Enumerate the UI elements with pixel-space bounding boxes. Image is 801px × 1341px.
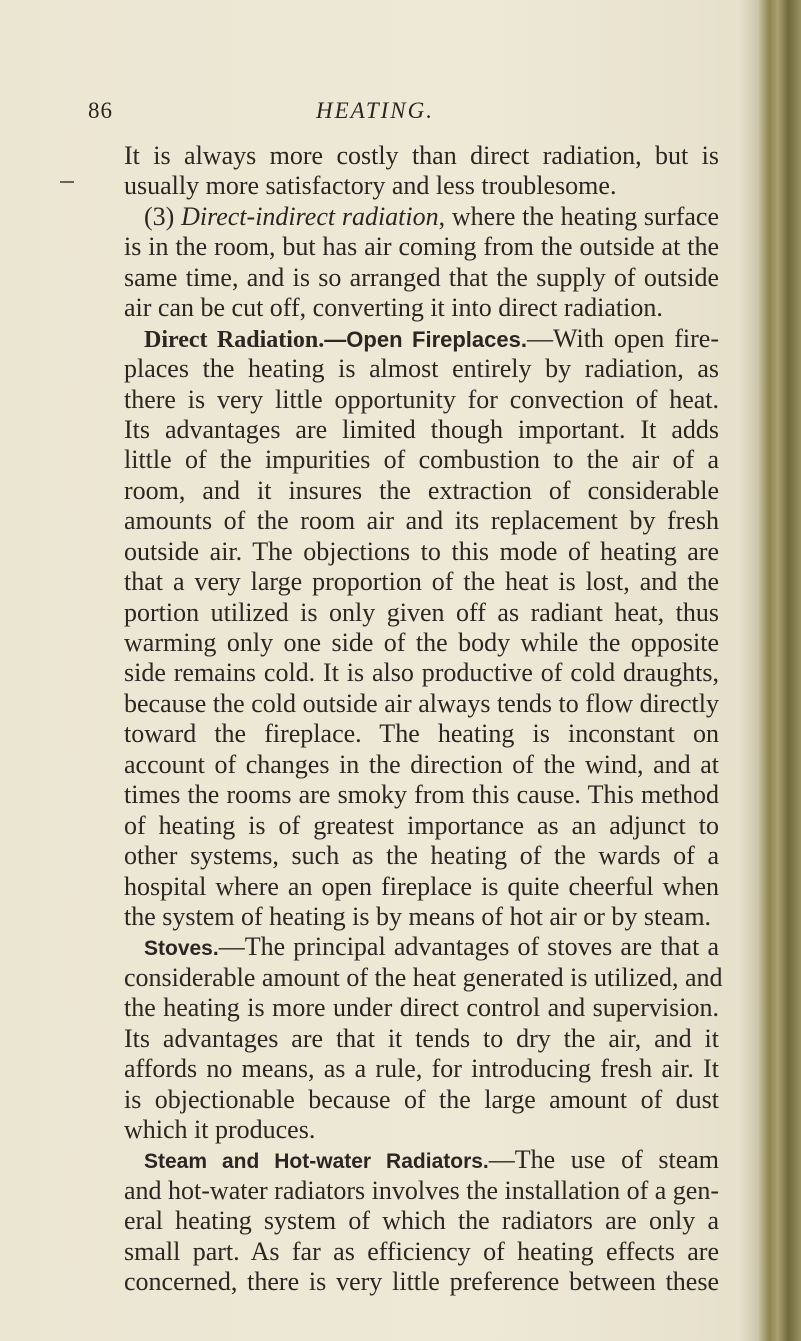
heading-stoves: Stoves. <box>144 937 219 961</box>
text-line: eral heating system of which the radiators are only a <box>124 1206 719 1236</box>
heading-steam-hot-water-radiators: Steam and Hot-water Radiators. <box>144 1150 489 1174</box>
page-header <box>88 98 728 134</box>
text-line: is objectionable because of the large amount of dust <box>124 1084 719 1114</box>
text-fragment: —The principal advantages of stoves are that a <box>218 932 719 962</box>
text-line: outside air. The objections to this mode of heating are <box>124 536 719 566</box>
text-line: warming only one side of the body while the opposite <box>124 628 719 657</box>
text-line: and hot-water radiators involves the installation of a gen- <box>124 1175 719 1205</box>
text-line: side remains cold. It is also productive of cold draughts, <box>124 658 719 688</box>
text-fragment: —The use of steam <box>488 1145 720 1175</box>
text-line: concerned, there is very little preference between these <box>124 1267 719 1297</box>
text-line: the system of heating is by means of hot air or by steam. <box>124 901 712 931</box>
text-line: considerable amount of the heat generated is utilized, and <box>124 962 723 992</box>
text-line: toward the fireplace. The heating is inconstant on <box>124 719 719 749</box>
text-line: times the rooms are smoky from this cause. This method <box>124 780 719 810</box>
section-heading-direct-radiation <box>124 324 719 354</box>
text-line: of heating is of greatest importance as an adjunct to <box>124 810 719 840</box>
text-line: there is very little opportunity for convection of heat. <box>124 384 719 414</box>
text-line: account of changes in the direction of the wind, and at <box>124 749 719 779</box>
text-line: portion utilized is only given off as radiant heat, thus <box>124 597 719 627</box>
text-line: Its advantages are that it tends to dry the air, and it <box>124 1023 719 1053</box>
text-line: which it produces. <box>124 1115 316 1144</box>
text-line: affords no means, as a rule, for introducing fresh air. It <box>124 1054 719 1084</box>
text-line: because the cold outside air always tends to flow directly <box>124 688 719 718</box>
text-line: other systems, such as the heating of the wards of a <box>124 841 719 871</box>
page-fold-shadow <box>739 0 759 1341</box>
running-head: HEATING. <box>316 98 435 123</box>
section-heading-stoves <box>124 932 719 962</box>
page-edge-binding <box>759 0 801 1341</box>
text-line: that a very large proportion of the heat is lost, and the <box>124 567 719 597</box>
heading-direct-radiation: Direct Radiation. <box>144 326 325 353</box>
text-line-direct-indirect <box>124 202 719 232</box>
heading-open-fireplaces: Open Fireplaces. <box>346 326 527 352</box>
text-line: places the heating is almost entirely by radiation, as <box>124 354 719 384</box>
list-number: (3) <box>144 201 182 231</box>
term-direct-indirect-radiation: Direct-indirect radiation <box>181 201 439 231</box>
text-line: Its advantages are limited though important. It adds <box>124 414 719 444</box>
margin-mark <box>60 181 74 183</box>
section-heading-radiators <box>124 1145 719 1175</box>
text-line: air can be cut off, converting it into direct radiation. <box>124 293 663 323</box>
page-number: 86 <box>88 98 113 123</box>
text-line: amounts of the room air and its replacement by fresh <box>124 506 719 536</box>
body-text <box>124 141 723 1298</box>
text-line: same time, and is so arranged that the supply of outside <box>124 262 719 292</box>
text-fragment: , where the heating surface <box>438 201 719 231</box>
text-line: little of the impurities of combustion to the air of a <box>124 445 719 475</box>
text-fragment: —With open fire- <box>526 323 719 353</box>
text-line: hospital where an open fireplace is quite cheerful when <box>124 871 719 901</box>
text-line: usually more satisfactory and less troublesome. <box>124 171 617 201</box>
text-line: is in the room, but has air coming from the outside at the <box>124 232 719 262</box>
text-line: room, and it insures the extraction of considerable <box>124 475 719 505</box>
text-line: It is always more costly than direct radiation, but is <box>124 141 719 170</box>
text-line: small part. As far as efficiency of heating effects are <box>124 1236 719 1266</box>
heading-separator: — <box>324 326 347 352</box>
text-line: the heating is more under direct control and supervision. <box>124 993 719 1023</box>
